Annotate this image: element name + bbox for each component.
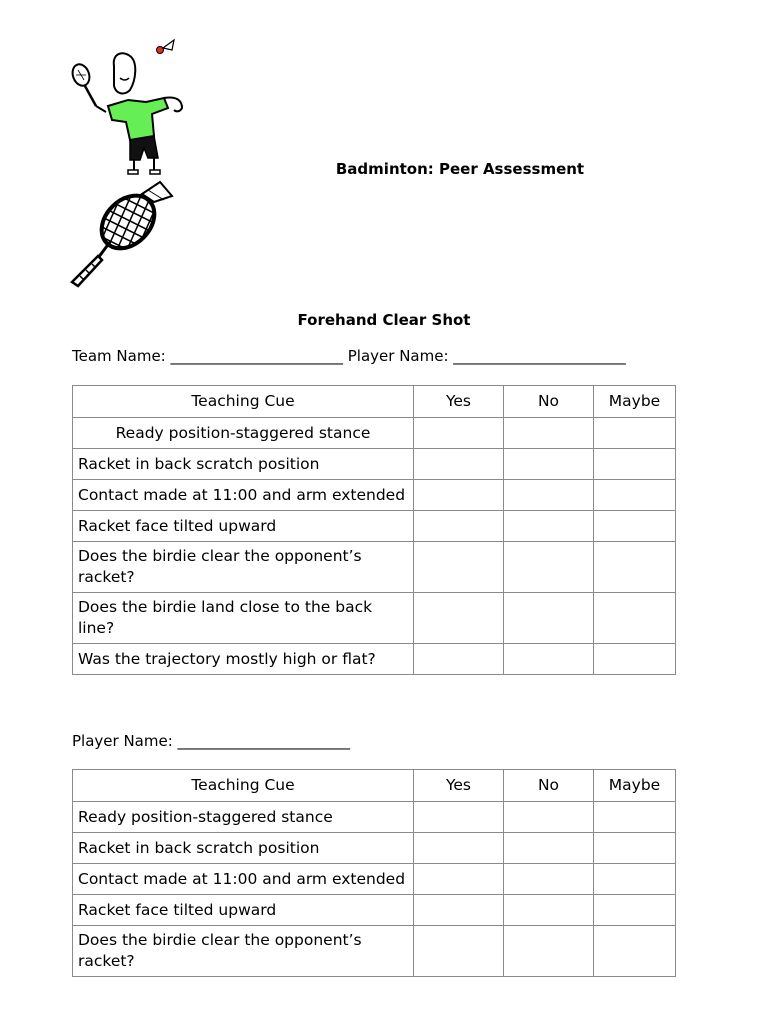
table-row <box>73 480 676 511</box>
table-row <box>73 833 676 864</box>
yes-cell[interactable] <box>414 895 504 926</box>
no-cell[interactable] <box>504 895 594 926</box>
no-cell[interactable] <box>504 926 594 977</box>
no-cell[interactable] <box>504 802 594 833</box>
teaching-cue-cell: Contact made at 11:00 and arm extended <box>73 480 414 511</box>
teaching-cue-cell: Ready position-staggered stance <box>73 418 414 449</box>
yes-cell[interactable] <box>414 511 504 542</box>
no-cell[interactable] <box>504 449 594 480</box>
maybe-cell[interactable] <box>594 449 676 480</box>
teaching-cue-cell: Racket face tilted upward <box>73 895 414 926</box>
header-maybe: Maybe <box>594 770 676 802</box>
maybe-cell[interactable] <box>594 833 676 864</box>
table-row <box>73 418 676 449</box>
racket-shuttlecock-icon <box>68 180 178 292</box>
no-cell[interactable] <box>504 511 594 542</box>
no-cell[interactable] <box>504 593 594 644</box>
table-row <box>73 593 676 644</box>
teaching-cue-cell: Racket in back scratch position <box>73 449 414 480</box>
table-row <box>73 802 676 833</box>
yes-cell[interactable] <box>414 833 504 864</box>
yes-cell[interactable] <box>414 418 504 449</box>
badminton-player-icon <box>64 36 194 176</box>
no-cell[interactable] <box>504 644 594 675</box>
teaching-cue-cell: Was the trajectory mostly high or flat? <box>73 644 414 675</box>
teaching-cue-cell: Racket in back scratch position <box>73 833 414 864</box>
no-cell[interactable] <box>504 480 594 511</box>
page-title: Badminton: Peer Assessment <box>335 160 585 178</box>
yes-cell[interactable] <box>414 926 504 977</box>
teaching-cue-cell: Does the birdie land close to the back line? <box>73 593 414 644</box>
table-row <box>73 511 676 542</box>
teaching-cue-cell: Ready position-staggered stance <box>73 802 414 833</box>
maybe-cell[interactable] <box>594 542 676 593</box>
yes-cell[interactable] <box>414 593 504 644</box>
no-cell[interactable] <box>504 542 594 593</box>
table-row <box>73 449 676 480</box>
header-yes: Yes <box>414 770 504 802</box>
maybe-cell[interactable] <box>594 480 676 511</box>
assessment-table-2 <box>72 769 676 977</box>
no-cell[interactable] <box>504 833 594 864</box>
teaching-cue-cell: Racket face tilted upward <box>73 511 414 542</box>
table-row <box>73 644 676 675</box>
table-row <box>73 864 676 895</box>
maybe-cell[interactable] <box>594 644 676 675</box>
yes-cell[interactable] <box>414 644 504 675</box>
yes-cell[interactable] <box>414 449 504 480</box>
header-teaching-cue: Teaching Cue <box>73 770 414 802</box>
header-no: No <box>504 386 594 418</box>
maybe-cell[interactable] <box>594 802 676 833</box>
section-title: Forehand Clear Shot <box>297 311 471 329</box>
teaching-cue-cell: Does the birdie clear the opponent’s racket? <box>73 542 414 593</box>
table-row <box>73 926 676 977</box>
yes-cell[interactable] <box>414 802 504 833</box>
header-no: No <box>504 770 594 802</box>
maybe-cell[interactable] <box>594 895 676 926</box>
maybe-cell[interactable] <box>594 926 676 977</box>
player-name-line: Player Name: _______________________ <box>72 732 351 750</box>
no-cell[interactable] <box>504 864 594 895</box>
maybe-cell[interactable] <box>594 511 676 542</box>
yes-cell[interactable] <box>414 864 504 895</box>
assessment-table-1 <box>72 385 676 675</box>
maybe-cell[interactable] <box>594 418 676 449</box>
maybe-cell[interactable] <box>594 593 676 644</box>
header-teaching-cue: Teaching Cue <box>73 386 414 418</box>
table-row <box>73 542 676 593</box>
teaching-cue-cell: Does the birdie clear the opponent’s racket? <box>73 926 414 977</box>
no-cell[interactable] <box>504 418 594 449</box>
header-maybe: Maybe <box>594 386 676 418</box>
team-player-name-line: Team Name: _______________________ Player Name: _______________________ <box>72 347 626 365</box>
teaching-cue-cell: Contact made at 11:00 and arm extended <box>73 864 414 895</box>
yes-cell[interactable] <box>414 480 504 511</box>
table-row <box>73 895 676 926</box>
yes-cell[interactable] <box>414 542 504 593</box>
header-yes: Yes <box>414 386 504 418</box>
maybe-cell[interactable] <box>594 864 676 895</box>
